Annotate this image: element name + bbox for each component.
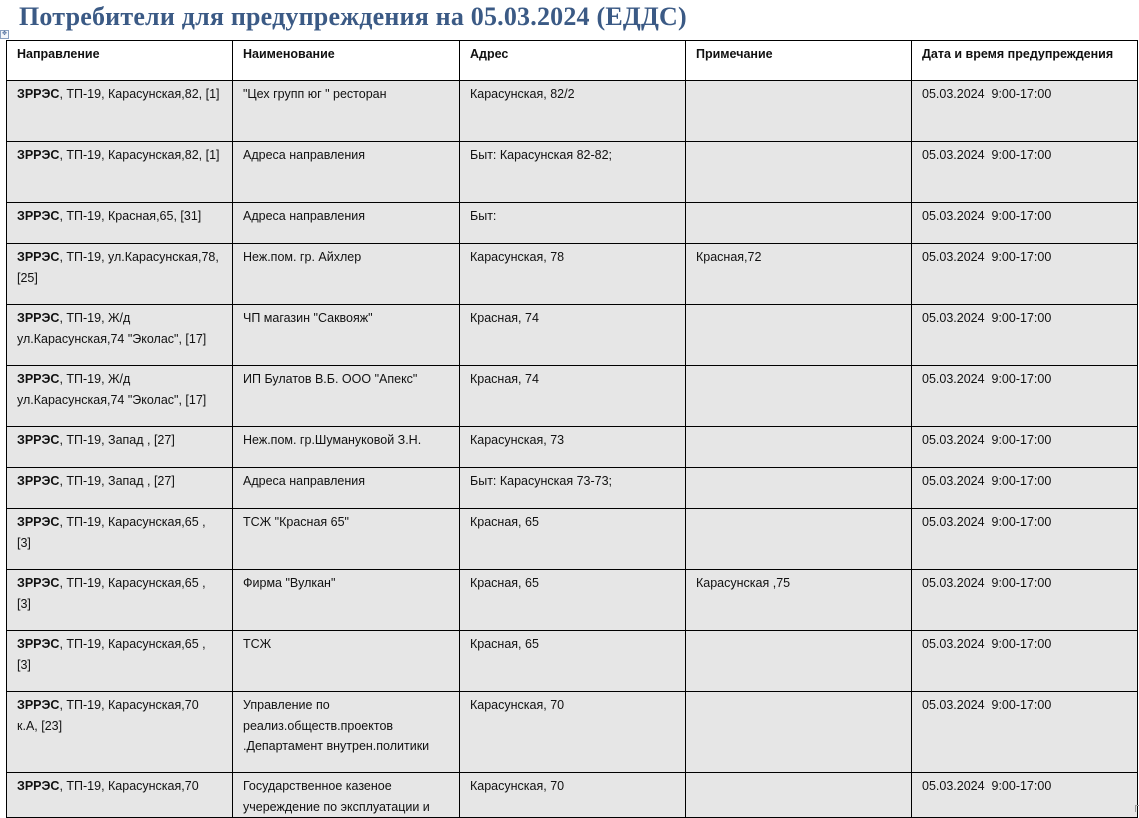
direction-text: , ТП-19, Ж/д ул.Карасунская,74 "Эколас", [17] — [17, 372, 207, 407]
cell-note[interactable]: Карасунская ,75 — [686, 570, 912, 631]
direction-text: , ТП-19, Карасунская,82, [1] — [59, 87, 220, 101]
cell-name[interactable]: ИП Булатов В.Б. ООО "Апекс" — [233, 366, 460, 427]
direction-text: , ТП-19, Карасунская,65 , [3] — [17, 576, 206, 611]
cell-address[interactable]: Красная, 74 — [460, 305, 686, 366]
column-header-datetime: Дата и время предупреждения — [912, 41, 1138, 81]
direction-text: , ТП-19, Карасунская,70 к.А, [23] — [17, 698, 199, 733]
cell-name[interactable]: "Цех групп юг " ресторан — [233, 81, 460, 142]
direction-text: , ТП-19, Запад , [27] — [59, 474, 175, 488]
page-corner-mark — [1135, 805, 1139, 812]
direction-text: , ТП-19, Ж/д ул.Карасунская,74 "Эколас", [17] — [17, 311, 207, 346]
table-row — [7, 203, 1138, 244]
cell-address[interactable]: Быт: Карасунская 82-82; — [460, 142, 686, 203]
cell-datetime[interactable]: 05.03.2024 9:00-17:00 — [912, 773, 1138, 818]
dispatch-org: ЗРРЭС — [17, 474, 60, 488]
cell-name[interactable]: ЧП магазин "Саквояж" — [233, 305, 460, 366]
table-row — [7, 631, 1138, 692]
cell-direction[interactable] — [7, 81, 233, 142]
direction-text: , ТП-19, Карасунская,65 , [3] — [17, 637, 206, 672]
cell-address[interactable]: Карасунская, 70 — [460, 692, 686, 773]
cell-datetime[interactable]: 05.03.2024 9:00-17:00 — [912, 305, 1138, 366]
cell-note[interactable] — [686, 692, 912, 773]
dispatch-org: ЗРРЭС — [17, 311, 60, 325]
cell-datetime[interactable]: 05.03.2024 9:00-17:00 — [912, 427, 1138, 468]
cell-address[interactable]: Карасунская, 78 — [460, 244, 686, 305]
table-row — [7, 570, 1138, 631]
table-header-row — [7, 41, 1138, 81]
document-title: Потребители для предупреждения на 05.03.2024 (ЕДДС) — [19, 2, 687, 31]
cell-direction[interactable] — [7, 692, 233, 773]
cell-note[interactable] — [686, 142, 912, 203]
table-row — [7, 509, 1138, 570]
cell-datetime[interactable]: 05.03.2024 9:00-17:00 — [912, 468, 1138, 509]
column-header-note: Примечание — [686, 41, 912, 81]
dispatch-org: ЗРРЭС — [17, 209, 60, 223]
cell-note[interactable] — [686, 468, 912, 509]
cell-note[interactable] — [686, 427, 912, 468]
cell-note[interactable] — [686, 773, 912, 818]
direction-text: , ТП-19, Карасунская,70 — [59, 779, 199, 793]
cell-direction[interactable] — [7, 366, 233, 427]
cell-name[interactable]: Адреса направления — [233, 142, 460, 203]
cell-datetime[interactable]: 05.03.2024 9:00-17:00 — [912, 142, 1138, 203]
dispatch-org: ЗРРЭС — [17, 250, 60, 264]
cell-note[interactable] — [686, 305, 912, 366]
table-row — [7, 692, 1138, 773]
cell-note[interactable] — [686, 203, 912, 244]
cell-note[interactable] — [686, 509, 912, 570]
cell-address[interactable]: Быт: Карасунская 73-73; — [460, 468, 686, 509]
dispatch-org: ЗРРЭС — [17, 515, 60, 529]
column-header-direction: Направление — [7, 41, 233, 81]
table-row — [7, 366, 1138, 427]
column-header-address: Адрес — [460, 41, 686, 81]
direction-text: , ТП-19, ул.Карасунская,78, [25] — [17, 250, 219, 285]
cell-datetime[interactable]: 05.03.2024 9:00-17:00 — [912, 570, 1138, 631]
cell-name[interactable]: Адреса направления — [233, 468, 460, 509]
cell-name[interactable]: Управление по реализ.обществ.проектов .Департамент внутрен.политики — [233, 692, 460, 773]
direction-text: , ТП-19, Карасунская,82, [1] — [59, 148, 220, 162]
cell-name[interactable]: Фирма "Вулкан" — [233, 570, 460, 631]
cell-direction[interactable] — [7, 509, 233, 570]
cell-datetime[interactable]: 05.03.2024 9:00-17:00 — [912, 366, 1138, 427]
direction-text: , ТП-19, Красная,65, [31] — [59, 209, 202, 223]
cell-direction[interactable] — [7, 142, 233, 203]
cell-name[interactable]: Государственное казеное учереждение по эксплуатации и — [233, 773, 460, 818]
column-header-name: Наименование — [233, 41, 460, 81]
cell-note[interactable]: Красная,72 — [686, 244, 912, 305]
table-row — [7, 468, 1138, 509]
direction-text: , ТП-19, Запад , [27] — [59, 433, 175, 447]
cell-datetime[interactable]: 05.03.2024 9:00-17:00 — [912, 244, 1138, 305]
cell-direction[interactable] — [7, 203, 233, 244]
cell-note[interactable] — [686, 366, 912, 427]
cell-address[interactable]: Карасунская, 82/2 — [460, 81, 686, 142]
table-row — [7, 305, 1138, 366]
cell-datetime[interactable]: 05.03.2024 9:00-17:00 — [912, 81, 1138, 142]
cell-note[interactable] — [686, 631, 912, 692]
cell-note[interactable] — [686, 81, 912, 142]
cell-name[interactable]: ТСЖ "Красная 65" — [233, 509, 460, 570]
cell-name[interactable]: ТСЖ — [233, 631, 460, 692]
table-row — [7, 773, 1138, 818]
cell-address[interactable]: Красная, 74 — [460, 366, 686, 427]
table-row — [7, 81, 1138, 142]
cell-datetime[interactable]: 05.03.2024 9:00-17:00 — [912, 692, 1138, 773]
cell-direction[interactable] — [7, 427, 233, 468]
cell-name[interactable]: Адреса направления — [233, 203, 460, 244]
cell-datetime[interactable]: 05.03.2024 9:00-17:00 — [912, 631, 1138, 692]
cell-name[interactable]: Неж.пом. гр. Айхлер — [233, 244, 460, 305]
dispatch-org: ЗРРЭС — [17, 637, 60, 651]
cell-direction[interactable] — [7, 305, 233, 366]
cell-name[interactable]: Неж.пом. гр.Шумануковой З.Н. — [233, 427, 460, 468]
cell-address[interactable]: Карасунская, 73 — [460, 427, 686, 468]
text-cursor-bar — [1137, 203, 1138, 225]
dispatch-org: ЗРРЭС — [17, 698, 60, 712]
cell-direction[interactable] — [7, 570, 233, 631]
cell-datetime[interactable]: 05.03.2024 9:00-17:00 — [912, 509, 1138, 570]
dispatch-org: ЗРРЭС — [17, 779, 60, 793]
cell-address[interactable]: Красная, 65 — [460, 509, 686, 570]
direction-text: , ТП-19, Карасунская,65 , [3] — [17, 515, 206, 550]
cell-address[interactable]: Красная, 65 — [460, 570, 686, 631]
cell-address[interactable]: Карасунская, 70 — [460, 773, 686, 818]
cell-address[interactable]: Быт: — [460, 203, 686, 244]
cell-datetime[interactable]: 05.03.2024 9:00-17:00 — [912, 203, 1138, 244]
move-table-icon[interactable]: ✥ — [1, 31, 8, 37]
dispatch-org: ЗРРЭС — [17, 433, 60, 447]
dispatch-org: ЗРРЭС — [17, 576, 60, 590]
cell-direction[interactable] — [7, 773, 233, 818]
cell-direction[interactable] — [7, 244, 233, 305]
table-row — [7, 142, 1138, 203]
dispatch-org: ЗРРЭС — [17, 148, 60, 162]
dispatch-org: ЗРРЭС — [17, 87, 60, 101]
cell-address[interactable]: Красная, 65 — [460, 631, 686, 692]
dispatch-org: ЗРРЭС — [17, 372, 60, 386]
table-row — [7, 427, 1138, 468]
cell-direction[interactable] — [7, 468, 233, 509]
consumers-table — [6, 40, 1138, 818]
table-row — [7, 244, 1138, 305]
cell-direction[interactable] — [7, 631, 233, 692]
